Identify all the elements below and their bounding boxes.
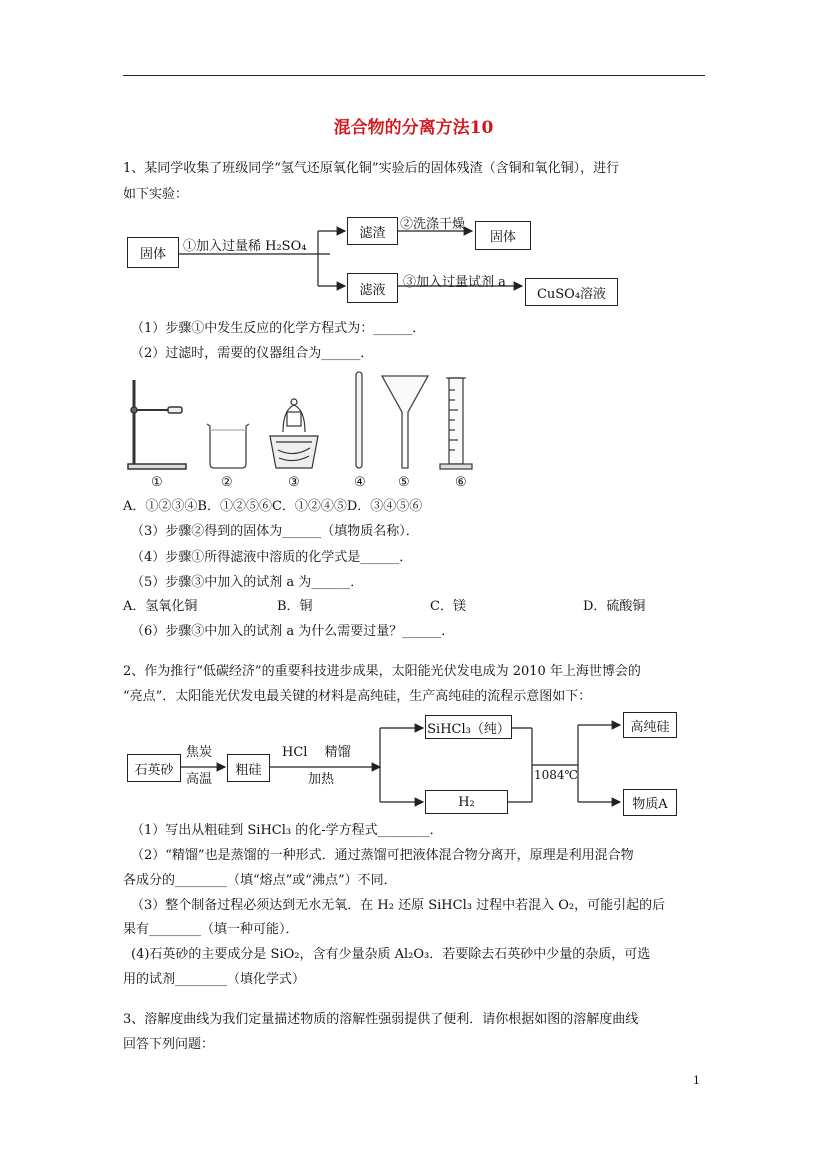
q1-box-solid: 固体 — [127, 237, 179, 268]
q2-arrow1-bottom: 高温 — [186, 772, 213, 787]
q2-arrow2-top: HCl 精馏 — [282, 745, 351, 760]
q1-choice5-c: C．镁 — [430, 599, 466, 614]
q2-sub4-line2: 用的试剂________（填化学式） — [123, 972, 306, 987]
q1-sub3: （3）步骤②得到的固体为______（填物质名称）． — [131, 524, 419, 539]
q1-choice5-a: A．氢氧化铜 — [123, 599, 198, 614]
q2-arrow2-bottom: 加热 — [308, 772, 335, 787]
q2-box-pure-si: 高纯硅 — [623, 712, 677, 738]
q1-box-filtrate: 滤液 — [347, 273, 398, 303]
apparatus-label-5: ⑤ — [398, 475, 410, 490]
q3-stem-line2: 回答下列问题： — [123, 1037, 215, 1052]
apparatus-label-6: ⑥ — [455, 475, 467, 490]
q1-sub6: （6）步骤③中加入的试剂 a 为什么需要过量？______． — [131, 624, 455, 639]
apparatus-label-4: ④ — [354, 475, 366, 490]
q1-box-residue: 滤渣 — [347, 217, 398, 245]
q1-sub4: （4）步骤①所得滤液中溶质的化学式是______． — [131, 550, 413, 565]
q1-stem-line2: 如下实验： — [123, 187, 189, 202]
q3-stem-line1: 3、溶解度曲线为我们定量描述物质的溶解性强弱提供了便利．请你根据如图的溶解度曲线 — [123, 1012, 639, 1027]
q1-choice5-d: D．硫酸铜 — [583, 599, 646, 614]
apparatus-label-2: ② — [221, 475, 233, 490]
q1-choice5-b: B．铜 — [277, 599, 313, 614]
q2-box-crude-si: 粗硅 — [227, 754, 270, 782]
q1-box-cuso4: CuSO₄溶液 — [525, 278, 618, 306]
q2-box-substance-a: 物质A — [623, 789, 677, 816]
q2-stem-line1: 2、作为推行“低碳经济”的重要科技进步成果，太阳能光伏发电成为 2010 年上海世博会的 — [123, 664, 641, 679]
q2-sub4-line1: (4)石英砂的主要成分是 SiO₂，含有少量杂质 Al₂O₃．若要除去石英砂中少量的杂质，可选 — [131, 947, 651, 962]
apparatus-label-3: ③ — [288, 475, 300, 490]
q1-sub5: （5）步骤③中加入的试剂 a 为______． — [131, 575, 364, 590]
q2-box-quartz: 石英砂 — [127, 754, 181, 782]
q2-box-h2: H₂ — [425, 790, 508, 814]
q2-sub2-line2: 各成分的________（填“熔点”或“沸点”）不同． — [123, 873, 397, 888]
q2-sub3-line2: 果有________（填一种可能）． — [123, 922, 299, 937]
page-title: 混合物的分离方法10 — [333, 118, 494, 138]
q2-stem-line2: “亮点”．太阳能光伏发电最关键的材料是高纯硅，生产高纯硅的流程示意图如下： — [123, 689, 592, 704]
q1-box-solid2: 固体 — [475, 221, 531, 250]
q1-sub2: （2）过滤时，需要的仪器组合为______． — [131, 346, 374, 361]
q1-step1-label: ①加入过量稀 H₂SO₄ — [183, 239, 307, 254]
page-number: 1 — [693, 1074, 700, 1087]
q2-box-sihcl3: SiHCl₃（纯） — [425, 715, 512, 739]
apparatus-label-1: ① — [151, 475, 163, 490]
q1-step2-label: ②洗涤干燥 — [400, 217, 466, 232]
q2-sub3-line1: （3）整个制备过程必须达到无水无氧．在 H₂ 还原 SiHCl₃ 过程中若混入 O₂，可能引起的后 — [131, 898, 666, 913]
q1-stem-line1: 1、某同学收集了班级同学“氢气还原氧化铜”实验后的固体残渣（含铜和氧化铜），进行 — [123, 161, 620, 176]
q1-step3-label: ③加入过量试剂 a — [403, 275, 506, 290]
q2-arrow1-top: 焦炭 — [186, 745, 213, 760]
q1-sub1: （1）步骤①中发生反应的化学方程式为：______． — [131, 321, 426, 336]
q2-temp-label: 1084℃ — [534, 768, 578, 782]
q2-sub2-line1: （2）“精馏”也是蒸馏的一种形式．通过蒸馏可把液体混合物分离开，原理是利用混合物 — [131, 848, 634, 863]
q2-sub1: （1）写出从粗硅到 SiHCl₃ 的化-学方程式________． — [131, 823, 443, 838]
q1-choices2: A．①②③④B．①②⑤⑥C．①②④⑤D．③④⑤⑥ — [123, 499, 423, 514]
